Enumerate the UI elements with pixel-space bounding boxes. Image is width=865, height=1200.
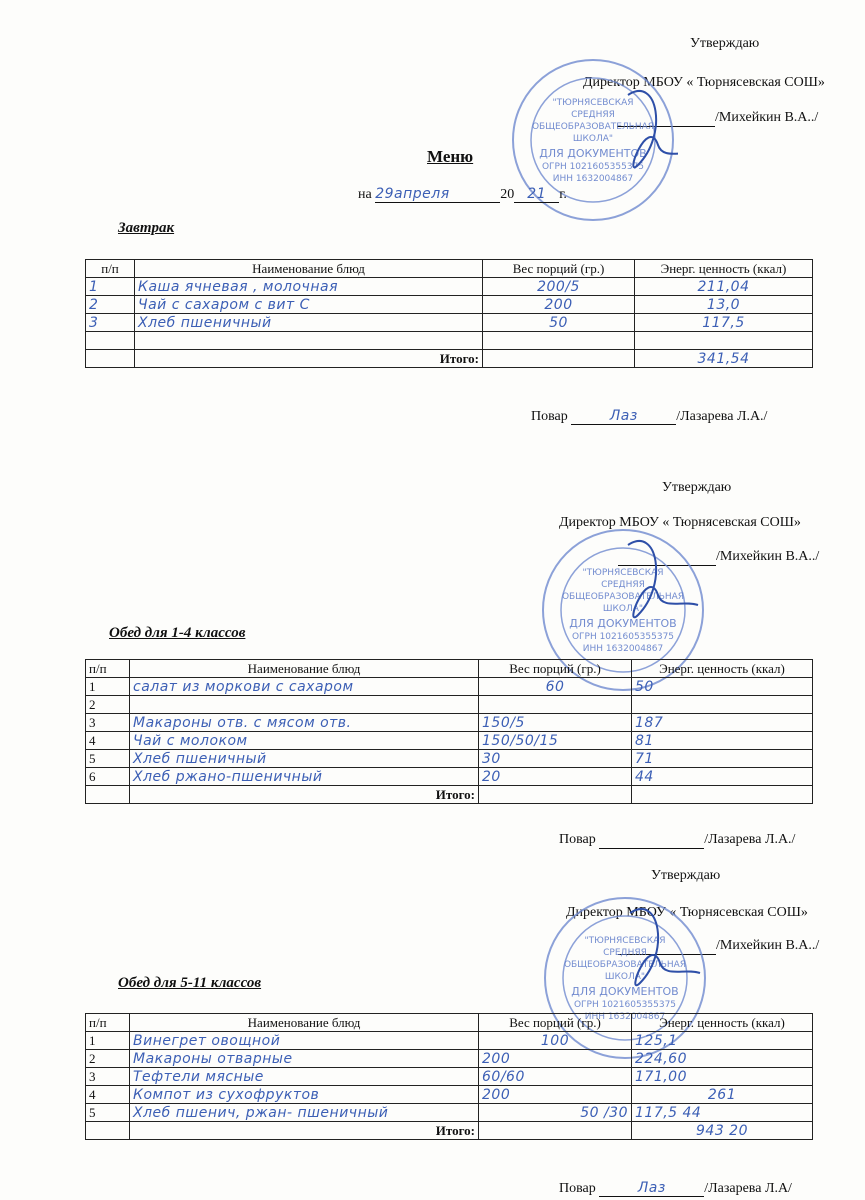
cook-signature: Лаз [599,1180,704,1197]
table-row [86,1104,813,1122]
cook-signature: Лаз [571,408,676,425]
date-year-prefix: 20 [500,187,515,202]
col-energy: Энерг. ценность (ккал) [632,1014,813,1032]
row-weight: 50 [483,314,635,332]
svg-text:ШКОЛА": ШКОЛА" [604,972,646,982]
lunch-1-4-heading: Обед для 1-4 классов [109,625,246,641]
table-row [86,296,813,314]
breakfast-heading: Завтрак [118,220,175,236]
approve-label: Утверждаю [690,36,760,51]
svg-text:ИНН 1632004867: ИНН 1632004867 [582,644,664,654]
lunch-5-11-heading: Обед для 5-11 классов [118,975,262,991]
col-name: Наименование блюд [135,260,483,278]
row-energy: 50 [632,678,813,696]
row-name: Макароны отварные [130,1050,479,1068]
row-num: 2 [86,696,130,714]
row-energy: 71 [632,750,813,768]
table-row [86,678,813,696]
row-num: 1 [86,678,130,696]
row-name: Хлеб ржано-пшеничный [130,768,479,786]
col-weight: Вес порций (гр.) [479,660,632,678]
row-name [135,332,483,350]
cook-name: /Лазарева Л.А/ [704,1181,792,1196]
row-name: Тефтели мясные [130,1068,479,1086]
svg-text:ОГРН 1021605355375: ОГРН 1021605355375 [573,1000,677,1010]
table-row [86,768,813,786]
row-energy [635,332,813,350]
row-num: 1 [86,278,135,296]
row-num: 5 [86,750,130,768]
row-weight: 30 [479,750,632,768]
table-header [86,260,813,278]
row-weight: 100 [479,1032,632,1050]
svg-text:ШКОЛА": ШКОЛА" [602,604,644,614]
row-energy: 81 [632,732,813,750]
date-year-suffix: 21 [514,186,559,203]
svg-text:СРЕДНЯЯ: СРЕДНЯЯ [603,948,647,958]
row-name: Компот из сухофруктов [130,1086,479,1104]
col-energy: Энерг. ценность (ккал) [632,660,813,678]
row-name: Каша ячневая , молочная [135,278,483,296]
lunch-1-4-table [85,659,813,804]
row-name: Хлеб пшеничный [135,314,483,332]
row-energy: 44 [632,768,813,786]
col-energy: Энерг. ценность (ккал) [635,260,813,278]
date-day-month: 29апреля [375,186,500,203]
col-num: п/п [86,660,130,678]
total-value: 943 20 [632,1122,813,1140]
col-num: п/п [86,1014,130,1032]
total-label: Итого: [135,350,483,368]
menu-date [358,186,567,203]
row-weight: 50 /30 [479,1104,632,1122]
row-energy: 125,1 [632,1032,813,1050]
row-weight: 150/5 [479,714,632,732]
svg-text:"ТЮРНЯСЕВСКАЯ: "ТЮРНЯСЕВСКАЯ [582,568,664,578]
total-value [632,786,813,804]
row-num: 2 [86,296,135,314]
table-row [86,332,813,350]
cook-signature-2 [559,832,795,849]
row-energy: 261 [632,1086,813,1104]
row-weight: 200 [479,1086,632,1104]
row-num [86,332,135,350]
cook-label: Повар [559,832,596,847]
col-num: п/п [86,260,135,278]
row-energy: 171,00 [632,1068,813,1086]
col-name: Наименование блюд [130,1014,479,1032]
director-label: Директор МБОУ « Тюрнясевская СОШ» [583,75,825,90]
row-name: салат из моркови с сахаром [130,678,479,696]
breakfast-table [85,259,813,368]
row-num: 3 [86,314,135,332]
row-weight: 150/50/15 [479,732,632,750]
table-row [86,278,813,296]
row-energy: 117,5 [635,314,813,332]
row-name: Чай с молоком [130,732,479,750]
svg-text:"ТЮРНЯСЕВСКАЯ: "ТЮРНЯСЕВСКАЯ [552,98,634,108]
row-weight: 200 [479,1050,632,1068]
total-value: 341,54 [635,350,813,368]
table-row [86,750,813,768]
table-header [86,1014,813,1032]
svg-text:ОБЩЕОБРАЗОВАТЕЛЬНАЯ: ОБЩЕОБРАЗОВАТЕЛЬНАЯ [531,122,655,132]
total-row [86,786,813,804]
col-weight: Вес порций (гр.) [479,1014,632,1032]
svg-text:ДЛЯ ДОКУМЕНТОВ: ДЛЯ ДОКУМЕНТОВ [569,617,677,630]
row-weight [483,332,635,350]
table-row [86,1050,813,1068]
approve-label: Утверждаю [651,868,721,883]
row-num: 3 [86,714,130,732]
total-label: Итого: [130,1122,479,1140]
director-name: /Михейкин В.А../ [716,938,820,953]
table-row [86,696,813,714]
svg-text:ОГРН 1021605355375: ОГРН 1021605355375 [541,162,645,172]
row-energy [632,696,813,714]
cook-name: /Лазарева Л.А./ [704,832,796,847]
row-weight: 60/60 [479,1068,632,1086]
table-header [86,660,813,678]
svg-text:СРЕДНЯЯ: СРЕДНЯЯ [571,110,615,120]
cook-name: /Лазарева Л.А./ [676,409,768,424]
svg-text:ИНН 1632004867: ИНН 1632004867 [584,1012,666,1022]
table-row [86,1068,813,1086]
row-name: Макароны отв. с мясом отв. [130,714,479,732]
row-name: Винегрет овощной [130,1032,479,1050]
row-num: 4 [86,732,130,750]
row-energy: 211,04 [635,278,813,296]
row-num: 6 [86,768,130,786]
svg-text:ДЛЯ ДОКУМЕНТОВ: ДЛЯ ДОКУМЕНТОВ [539,147,647,160]
svg-text:ОГРН 1021605355375: ОГРН 1021605355375 [571,632,675,642]
row-weight: 20 [479,768,632,786]
row-weight: 200/5 [483,278,635,296]
director-name: /Михейкин В.А../ [715,110,819,125]
row-num: 1 [86,1032,130,1050]
col-weight: Вес порций (гр.) [483,260,635,278]
cook-signature-3 [559,1180,792,1197]
table-row [86,1032,813,1050]
svg-text:ШКОЛА": ШКОЛА" [572,134,614,144]
col-name: Наименование блюд [130,660,479,678]
row-energy: 187 [632,714,813,732]
cook-signature-1 [531,408,767,425]
svg-text:ОБЩЕОБРАЗОВАТЕЛЬНАЯ: ОБЩЕОБРАЗОВАТЕЛЬНАЯ [561,592,685,602]
row-energy: 224,60 [632,1050,813,1068]
row-num: 5 [86,1104,130,1122]
row-num: 2 [86,1050,130,1068]
svg-text:ДЛЯ ДОКУМЕНТОВ: ДЛЯ ДОКУМЕНТОВ [571,985,679,998]
date-g: г. [559,187,567,202]
row-num: 3 [86,1068,130,1086]
date-prefix: на [358,187,372,202]
table-row [86,714,813,732]
row-energy: 117,5 44 [632,1104,813,1122]
table-row [86,314,813,332]
svg-text:ОБЩЕОБРАЗОВАТЕЛЬНАЯ: ОБЩЕОБРАЗОВАТЕЛЬНАЯ [563,960,687,970]
page-title: Меню [427,147,474,166]
row-name [130,696,479,714]
cook-label: Повар [531,409,568,424]
total-row [86,1122,813,1140]
lunch-5-11-table [85,1013,813,1140]
cook-label: Повар [559,1181,596,1196]
table-row [86,1086,813,1104]
row-name: Хлеб пшенич, ржан- пшеничный [130,1104,479,1122]
row-weight: 60 [479,678,632,696]
director-label: Директор МБОУ « Тюрнясевская СОШ» [559,515,801,530]
total-row [86,350,813,368]
director-label: Директор МБОУ « Тюрнясевская СОШ» [566,905,808,920]
row-name: Хлеб пшеничный [130,750,479,768]
svg-text:ИНН 1632004867: ИНН 1632004867 [552,174,634,184]
row-name: Чай с сахаром с вит С [135,296,483,314]
approve-label: Утверждаю [662,480,732,495]
svg-text:СРЕДНЯЯ: СРЕДНЯЯ [601,580,645,590]
row-weight: 200 [483,296,635,314]
row-weight [479,696,632,714]
director-name: /Михейкин В.А../ [716,549,820,564]
total-label: Итого: [130,786,479,804]
svg-text:"ТЮРНЯСЕВСКАЯ: "ТЮРНЯСЕВСКАЯ [584,936,666,946]
table-row [86,732,813,750]
row-num: 4 [86,1086,130,1104]
row-energy: 13,0 [635,296,813,314]
